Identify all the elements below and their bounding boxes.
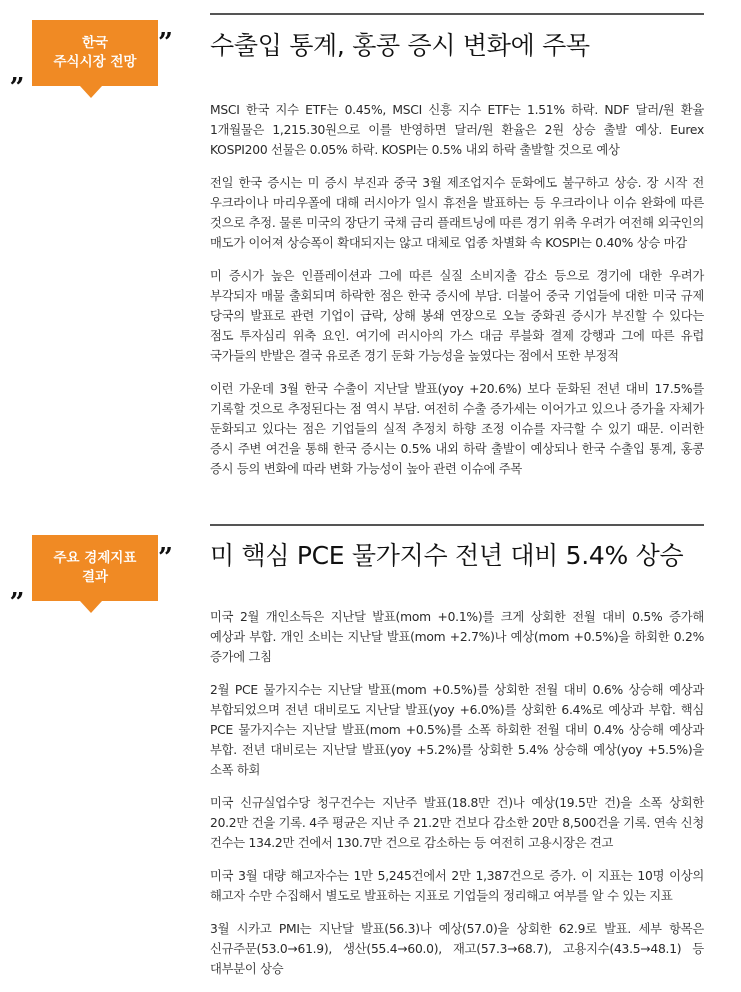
badge-box <box>32 20 158 86</box>
body-paragraph: 전일 한국 증시는 미 증시 부진과 중국 3월 제조업지수 둔화에도 불구하고 상승. 장 시작 전 우크라이나 마리우폴에 대해 러시아가 일시 휴전을 발표하는 등 우크라이나 이슈 완화에 따른 것으로 추정. 물론 미국의 장단기 국채 금리 플래트닝에 따른 경기 위축 우려가 여전해 외국인의 매도가 이어져 상승폭이 확대되지는 않고 대체로 업종 차별화 속 KOSPI는 0.40% 상승 마감 <box>210 176 704 250</box>
body-paragraph: 미국 3월 대량 해고자수는 1만 5,245건에서 2만 1,387건으로 증가. 이 지표는 10명 이상의 해고자 수만 수집해서 별도로 발표하는 지표로 기업들의 정리해고 여부를 알 수 있는 지표 <box>210 869 704 903</box>
badge-line-1: 한국 <box>81 35 109 51</box>
section-badge <box>10 535 182 635</box>
body-paragraph: 3월 시카고 PMI는 지난달 발표(56.3)나 예상(57.0)을 상회한 62.9로 발표. 세부 항목은 신규주문(53.0→61.9), 생산(55.4→60.0), 재고(57.3→68.7), 고용지수(43.5→48.1) 등 대부분이 상승 <box>210 922 704 976</box>
badge-line-1: 주요 경제지표 <box>53 550 137 566</box>
badge-box <box>32 535 158 601</box>
section-body <box>210 607 704 992</box>
body-paragraph: 미국 신규실업수당 청구건수는 지난주 발표(18.8만 건)나 예상(19.5만 건)을 소폭 상회한 20.2만 건을 기록. 4주 평균은 지난 주 21.2만 건보다 감소한 20만 8,500건을 기록. 연속 신청 건수는 134.2만 건에서 130.7만 건으로 감소하는 등 여전히 고용시장은 견고 <box>210 796 704 850</box>
body-paragraph: MSCI 한국 지수 ETF는 0.45%, MSCI 신흥 지수 ETF는 1.51% 하락. NDF 달러/원 환율 1개월물은 1,215.30원으로 이를 반영하면 달러/원 환율은 2원 상승 출발 예상. Eurex KOSPI200 선물은 0.05% 하락. KOSPI는 0.5% 내외 하락 출발할 것으로 예상 <box>210 103 704 157</box>
badge-pointer <box>80 601 102 613</box>
close-quote-mark: ” <box>158 543 173 573</box>
section-title: 미 핵심 PCE 물가지수 전년 대비 5.4% 상승 <box>210 541 684 570</box>
badge-line-2: 결과 <box>81 569 109 585</box>
badge-line-2: 주식시장 전망 <box>53 54 137 70</box>
section-title: 수출입 통계, 홍콩 증시 변화에 주목 <box>210 31 590 60</box>
body-paragraph: 2월 PCE 물가지수는 지난달 발표(mom +0.5%)를 상회한 전월 대비 0.6% 상승해 예상과 부합되었으며 전년 대비로도 지난달 발표(yoy +6.0%)를 상회한 6.4%로 예상과 부합. 핵심 PCE 물가지수는 지난달 발표(mom +0.5%)를 소폭 하회한 전월 대비 0.4% 상승해 예상과 부합. 전년 대비로는 지난달 발표(yoy +5.2%)를 상회한 5.4% 상승해 예상(yoy +5.5%)을 소폭 하회 <box>210 683 704 777</box>
body-paragraph: 이런 가운데 3월 한국 수출이 지난달 발표(yoy +20.6%) 보다 둔화된 전년 대비 17.5%를 기록할 것으로 추정된다는 점 역시 부담. 여전히 수출 증가세는 이어가고 있으나 증가율 자체가 둔화되고 있다는 점은 기업들의 실적 추정치 하향 조정 이슈를 자극할 수 있기 때문. 이러한 증시 주변 여건을 통해 한국 증시는 0.5% 내외 하락 출발이 예상되나 한국 수출입 통계, 홍콩 증시 등의 변화에 따라 변화 가능성이 높아 관련 이슈에 주목 <box>210 382 704 476</box>
open-quote-mark: „ <box>10 58 25 88</box>
section-divider <box>210 13 704 15</box>
badge-pointer <box>80 86 102 98</box>
close-quote-mark: ” <box>158 28 173 58</box>
open-quote-mark: „ <box>10 573 25 603</box>
body-paragraph: 미국 2월 개인소득은 지난달 발표(mom +0.1%)를 크게 상회한 전월 대비 0.5% 증가해 예상과 부합. 개인 소비는 지난달 발표(mom +2.7%)나 예상(mom +0.5%)을 하회한 0.2% 증가에 그침 <box>210 610 704 664</box>
section-body <box>210 100 704 492</box>
section-divider <box>210 524 704 526</box>
body-paragraph: 미 증시가 높은 인플레이션과 그에 따른 실질 소비지출 감소 등으로 경기에 대한 우려가 부각되자 매물 출회되며 하락한 점은 한국 증시에 부담. 더불어 중국 기업들에 대한 미국 규제 당국의 발표로 관련 기업이 급락, 상해 봉쇄 연장으로 오늘 중화권 증시가 부진할 수 있다는 점도 투자심리 위축 요인. 여기에 러시아의 가스 대금 루블화 결제 강행과 그에 따른 유럽 국가들의 반발은 결국 유로존 경기 둔화 가능성을 높였다는 점에서 또한 부정적 <box>210 269 704 363</box>
section-badge <box>10 20 182 120</box>
